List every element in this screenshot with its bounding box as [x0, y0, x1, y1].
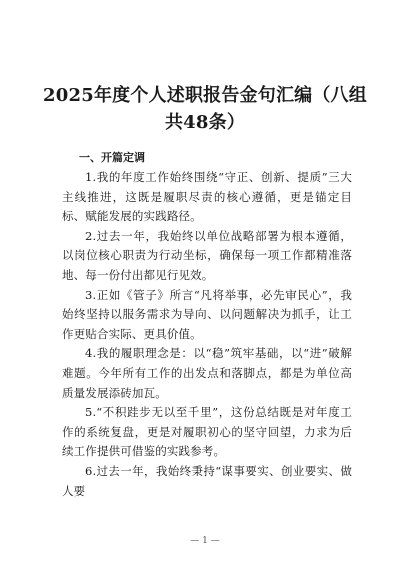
paragraph-5: 5.“不积跬步无以至千里”，这份总结既是对年度工作的系统复盘，更是对履职初心的坚守回望，力求为后续工作提供可借鉴的实践参考。	[62, 405, 352, 459]
paragraph-6: 6.过去一年，我始终秉持“谋事要实、创业要实、做人要	[62, 463, 352, 498]
paragraph-2: 2.过去一年，我始终以单位战略部署为根本遵循，以岗位核心职责为行动坐标，确保每一项工作都精准落地、每一份付出都见行见效。	[62, 228, 352, 282]
paragraph-3: 3.正如《管子》所言“凡将举事，必先审民心”，我始终坚持以服务需求为导向、以问题解决为抓手，让工作更贴合实际、更具价值。	[62, 287, 352, 341]
paragraph-1: 1.我的年度工作始终围绕“守正、创新、提质”三大主线推进，这既是履职尽责的核心遵循，更是锚定目标、赋能发展的实践路径。	[62, 170, 352, 224]
page-number: — 1 —	[190, 536, 220, 546]
section-heading: 一、开篇定调	[79, 151, 145, 164]
body-text	[62, 168, 352, 501]
paragraph-4: 4.我的履职理念是：以“稳”筑牢基础，以“进”破解难题。今年所有工作的出发点和落脚点，都是为单位高质量发展添砖加瓦。	[62, 346, 352, 400]
document-title: 2025年度个人述职报告金句汇编（八组共48条）	[43, 85, 367, 133]
